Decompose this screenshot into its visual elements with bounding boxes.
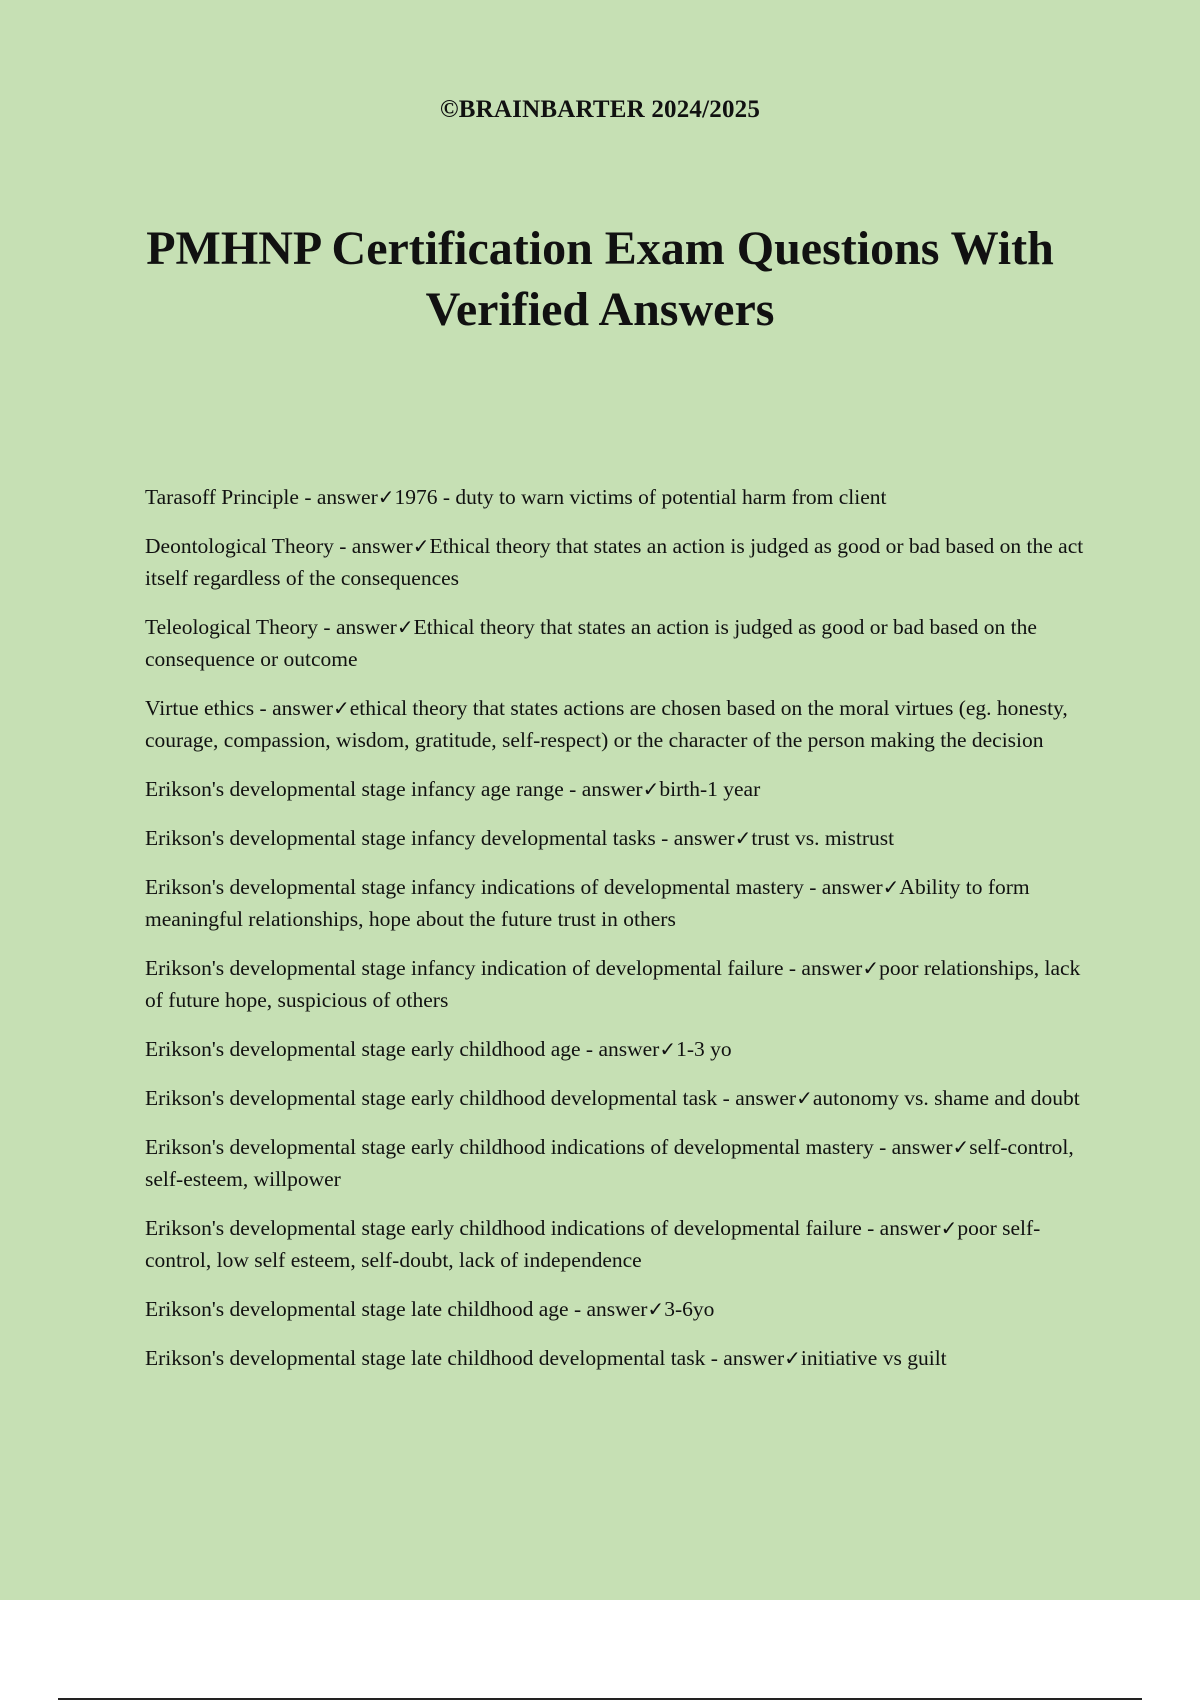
checkmark-icon: ✓ xyxy=(784,1346,801,1370)
qa-answer: 3-6yo xyxy=(664,1297,715,1321)
qa-answer: autonomy vs. shame and doubt xyxy=(812,1086,1080,1110)
qa-item xyxy=(145,871,1095,935)
qa-answer: 1976 - duty to warn victims of potential harm from client xyxy=(394,485,887,509)
qa-term: Erikson's developmental stage infancy developmental tasks xyxy=(145,826,656,850)
checkmark-icon: ✓ xyxy=(952,1135,970,1159)
qa-term: Deontological Theory xyxy=(145,534,334,558)
copyright-header: ©BRAINBARTER 2024/2025 xyxy=(439,96,761,123)
checkmark-icon: ✓ xyxy=(412,534,430,558)
qa-item xyxy=(145,1131,1095,1195)
qa-answer: 1-3 yo xyxy=(676,1037,732,1061)
answer-label: - answer xyxy=(655,826,735,850)
qa-term: Tarasoff Principle xyxy=(145,485,299,509)
checkmark-icon: ✓ xyxy=(882,875,900,899)
qa-answer: trust vs. mistrust xyxy=(751,826,895,850)
checkmark-icon: ✓ xyxy=(659,1037,677,1061)
qa-item xyxy=(145,952,1095,1016)
answer-label: - answer xyxy=(298,485,378,509)
qa-answer: self-control, self-esteem, willpower xyxy=(145,1135,1074,1191)
qa-term: Erikson's developmental stage early childhood indications of developmental failure xyxy=(145,1216,862,1240)
checkmark-icon: ✓ xyxy=(862,956,880,980)
checkmark-icon: ✓ xyxy=(332,696,350,720)
answer-label: - answer xyxy=(333,534,413,558)
answer-label: - answer xyxy=(873,1135,953,1159)
qa-answer: Ethical theory that states an action is judged as good or bad based on the consequence or outcome xyxy=(145,615,1037,671)
qa-answer: birth-1 year xyxy=(659,777,761,801)
checkmark-icon: ✓ xyxy=(647,1297,665,1321)
answer-label: - answer xyxy=(705,1346,785,1370)
qa-term: Erikson's developmental stage early childhood developmental task xyxy=(145,1086,718,1110)
answer-label: - answer xyxy=(783,956,863,980)
answer-label: - answer xyxy=(568,1297,648,1321)
qa-list xyxy=(145,481,1095,1391)
document-title: PMHNP Certification Exam Questions With Verified Answers xyxy=(146,222,1054,336)
qa-term: Erikson's developmental stage early childhood indications of developmental mastery xyxy=(145,1135,874,1159)
qa-item xyxy=(145,1212,1095,1276)
answer-label: - answer xyxy=(318,615,397,639)
qa-item xyxy=(145,611,1095,675)
qa-answer: Ethical theory that states an action is judged as good or bad based on the act itself regardless of the consequences xyxy=(145,534,1084,590)
qa-term: Erikson's developmental stage late childhood developmental task xyxy=(145,1346,706,1370)
qa-answer: ethical theory that states actions are chosen based on the moral virtues (eg. honesty, courage, compassion, wisdom, gratitude, self-respect) or the character of the person making the decision xyxy=(145,696,1068,752)
qa-answer: initiative vs guilt xyxy=(800,1346,947,1370)
qa-item xyxy=(145,692,1095,756)
qa-term: Erikson's developmental stage late childhood age xyxy=(145,1297,569,1321)
answer-label: - answer xyxy=(717,1086,797,1110)
qa-term: Erikson's developmental stage infancy indication of developmental failure xyxy=(145,956,784,980)
qa-item xyxy=(145,1293,1095,1325)
qa-term: Erikson's developmental stage infancy age range xyxy=(145,777,564,801)
answer-label: - answer xyxy=(580,1037,660,1061)
checkmark-icon: ✓ xyxy=(396,615,414,639)
qa-item xyxy=(145,1033,1095,1065)
qa-term: Teleological Theory xyxy=(145,615,319,639)
qa-term: Erikson's developmental stage infancy indications of developmental mastery xyxy=(145,875,804,899)
checkmark-icon: ✓ xyxy=(642,777,660,801)
footer-divider xyxy=(58,1698,1142,1700)
answer-label: - answer xyxy=(861,1216,941,1240)
answer-label: - answer xyxy=(803,875,883,899)
qa-term: Erikson's developmental stage early childhood age xyxy=(145,1037,581,1061)
qa-item xyxy=(145,773,1095,805)
checkmark-icon: ✓ xyxy=(940,1216,958,1240)
qa-answer: Ability to form meaningful relationships, hope about the future trust in others xyxy=(145,875,1030,931)
qa-item xyxy=(145,1342,1095,1374)
qa-item xyxy=(145,822,1095,854)
qa-item xyxy=(145,1082,1095,1114)
checkmark-icon: ✓ xyxy=(796,1086,813,1110)
checkmark-icon: ✓ xyxy=(377,485,395,509)
answer-label: - answer xyxy=(254,696,333,720)
qa-answer: poor relationships, lack of future hope, suspicious of others xyxy=(145,956,1081,1012)
qa-item xyxy=(145,481,1095,513)
qa-item xyxy=(145,530,1095,594)
qa-term: Virtue ethics xyxy=(145,696,255,720)
answer-label: - answer xyxy=(563,777,643,801)
qa-answer: poor self-control, low self esteem, self-doubt, lack of independence xyxy=(145,1216,1041,1272)
checkmark-icon: ✓ xyxy=(734,826,752,850)
